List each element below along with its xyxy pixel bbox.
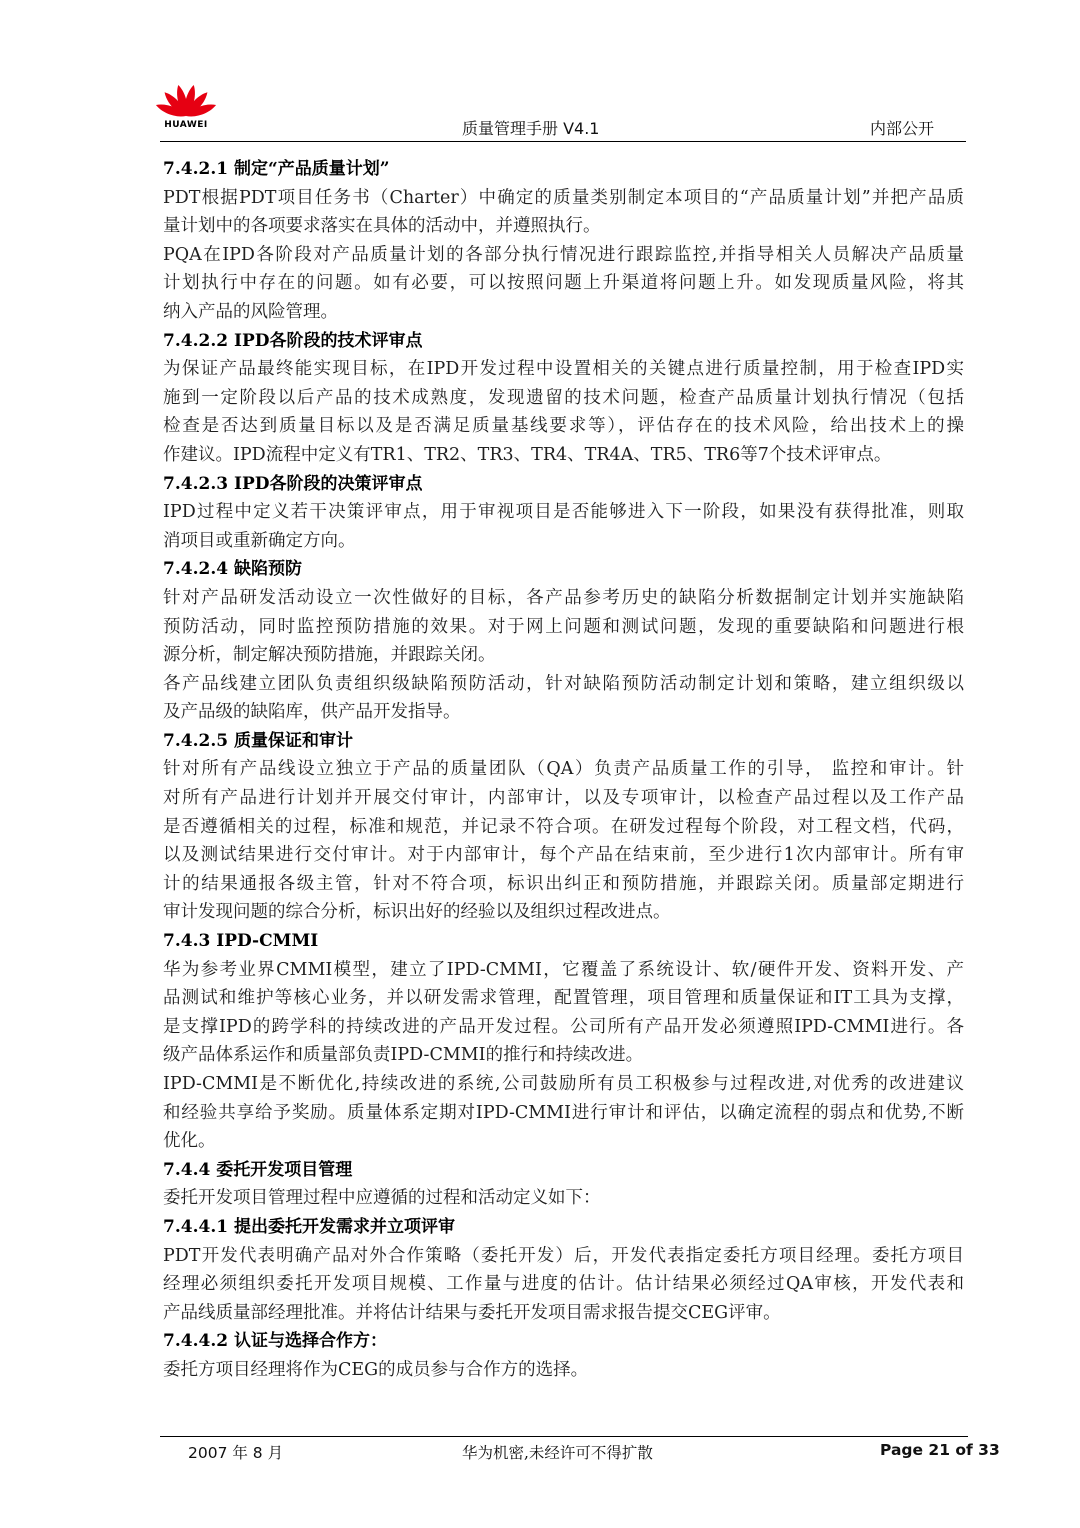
huawei-logo — [158, 80, 214, 132]
header-title: 质量管理手册 V4.1 — [462, 119, 600, 138]
paragraph-line: 针对产品研发活动设立一次性做好的目标，各产品参考历史的缺陷分析数据制定计划并实施缺陷 — [163, 587, 964, 608]
footer-date: 2007 年 8 月 — [188, 1444, 284, 1462]
paragraph-line: 为保证产品最终能实现目标，在IPD开发过程中设置相关的关键点进行质量控制，用于检查IPD实 — [163, 359, 964, 380]
paragraph-line: 和经验共享给予奖励。质量体系定期对IPD-CMMI进行审计和评估，以确定流程的弱点和优势,不断 — [163, 1102, 964, 1123]
section-heading: 7.4.4.1 提出委托开发需求并立项评审 — [163, 1216, 455, 1237]
section-heading: 7.4.2.5 质量保证和审计 — [163, 730, 353, 751]
document-body — [163, 155, 964, 1385]
paragraph-line: 计划执行中存在的问题。如有必要，可以按照问题上升渠道将问题上升。如发现质量风险，将其 — [163, 273, 964, 294]
header-divider — [160, 141, 966, 142]
footer-divider — [160, 1436, 968, 1437]
section-heading: 7.4.2.2 IPD各阶段的技术评审点 — [163, 330, 423, 351]
section-heading: 7.4.2.3 IPD各阶段的决策评审点 — [163, 473, 423, 494]
paragraph-line: PDT开发代表明确产品对外合作策略（委托开发）后，开发代表指定委托方项目经理。委托方项目 — [163, 1245, 964, 1266]
section-heading: 7.4.2.4 缺陷预防 — [163, 559, 302, 580]
paragraph-line: 委托方项目经理将作为CEG的成员参与合作方的选择。 — [163, 1359, 589, 1380]
logo-text: HUAWEI — [164, 120, 208, 130]
paragraph-line: 是支撑IPD的跨学科的持续改进的产品开发过程。公司所有产品开发必须遵照IPD-CMMI进行。各 — [163, 1016, 964, 1037]
paragraph-line: 预防活动，同时监控预防措施的效果。对于网上问题和测试问题，发现的重要缺陷和问题进行根 — [163, 616, 964, 637]
paragraph-line: 级产品体系运作和质量部负责IPD-CMMI的推行和持续改进。 — [163, 1045, 644, 1066]
paragraph-line: 委托开发项目管理过程中应遵循的过程和活动定义如下： — [163, 1188, 601, 1209]
header-classification: 内部公开 — [870, 119, 935, 138]
paragraph-line: 各产品线建立团队负责组织级缺陷预防活动，针对缺陷预防活动制定计划和策略，建立组织级以 — [163, 673, 964, 694]
paragraph-line: IPD过程中定义若干决策评审点，用于审视项目是否能够进入下一阶段，如果没有获得批准，则取 — [163, 502, 964, 523]
paragraph-line: 以及测试结果进行交付审计。对于内部审计，每个产品在结束前，至少进行1次内部审计。所有审 — [163, 845, 964, 866]
section-heading: 7.4.4.2 认证与选择合作方： — [163, 1331, 387, 1352]
footer-page-number: Page 21 of 33 — [880, 1441, 1000, 1459]
paragraph-line: 华为参考业界CMMI模型，建立了IPD-CMMI，它覆盖了系统设计、软/硬件开发、资料开发、产 — [163, 959, 964, 980]
paragraph-line: 作建议。IPD流程中定义有TR1、TR2、TR3、TR4、TR4A、TR5、TR6等7个技术评审点。 — [163, 444, 892, 465]
paragraph-line: 优化。 — [163, 1131, 216, 1152]
paragraph-line: 是否遵循相关的过程，标准和规范，并记录不符合项。在研发过程每个阶段，对工程文档，代码， — [163, 816, 964, 837]
paragraph-line: 纳入产品的风险管理。 — [163, 301, 338, 322]
paragraph-line: 检查是否达到质量目标以及是否满足质量基线要求等），评估存在的技术风险，给出技术上的操 — [163, 416, 964, 437]
footer-confidential-notice: 华为机密,未经许可不得扩散 — [462, 1444, 653, 1462]
paragraph-line: 及产品级的缺陷库，供产品开发指导。 — [163, 702, 461, 723]
paragraph-line: 产品线质量部经理批准。并将估计结果与委托开发项目需求报告提交CEG评审。 — [163, 1302, 781, 1323]
huawei-petals-icon — [158, 80, 214, 118]
paragraph-line: PDT根据PDT项目任务书（Charter）中确定的质量类别制定本项目的“产品质量计划”并把产品质 — [163, 187, 964, 208]
paragraph-line: 量计划中的各项要求落实在具体的活动中，并遵照执行。 — [163, 216, 601, 237]
section-heading: 7.4.4 委托开发项目管理 — [163, 1159, 353, 1180]
paragraph-line: PQA在IPD各阶段对产品质量计划的各部分执行情况进行跟踪监控,并指导相关人员解决产品质量 — [163, 244, 964, 265]
paragraph-line: 针对所有产品线设立独立于产品的质量团队（QA）负责产品质量工作的引导， 监控和审计。针 — [163, 759, 964, 780]
paragraph-line: 对所有产品进行计划并开展交付审计，内部审计，以及专项审计，以检查产品过程以及工作产品 — [163, 788, 964, 809]
paragraph-line: 经理必须组织委托开发项目规模、工作量与进度的估计。估计结果必须经过QA审核，开发代表和 — [163, 1274, 964, 1295]
paragraph-line: 源分析，制定解决预防措施，并跟踪关闭。 — [163, 645, 496, 666]
paragraph-line: 审计发现问题的综合分析，标识出好的经验以及组织过程改进点。 — [163, 902, 671, 923]
paragraph-line: 品测试和维护等核心业务，并以研发需求管理，配置管理，项目管理和质量保证和IT工具为支撑， — [163, 988, 964, 1009]
section-heading: 7.4.2.1 制定“产品质量计划” — [163, 159, 390, 179]
paragraph-line: 计的结果通报各级主管，针对不符合项，标识出纠正和预防措施，并跟踪关闭。质量部定期进行 — [163, 873, 964, 894]
section-heading: 7.4.3 IPD-CMMI — [163, 931, 319, 952]
paragraph-line: IPD-CMMI是不断优化,持续改进的系统,公司鼓励所有员工积极参与过程改进,对优秀的改进建议 — [163, 1074, 964, 1094]
paragraph-line: 消项目或重新确定方向。 — [163, 530, 356, 551]
paragraph-line: 施到一定阶段以后产品的技术成熟度，发现遗留的技术问题，检查产品质量计划执行情况（包括 — [163, 387, 964, 408]
